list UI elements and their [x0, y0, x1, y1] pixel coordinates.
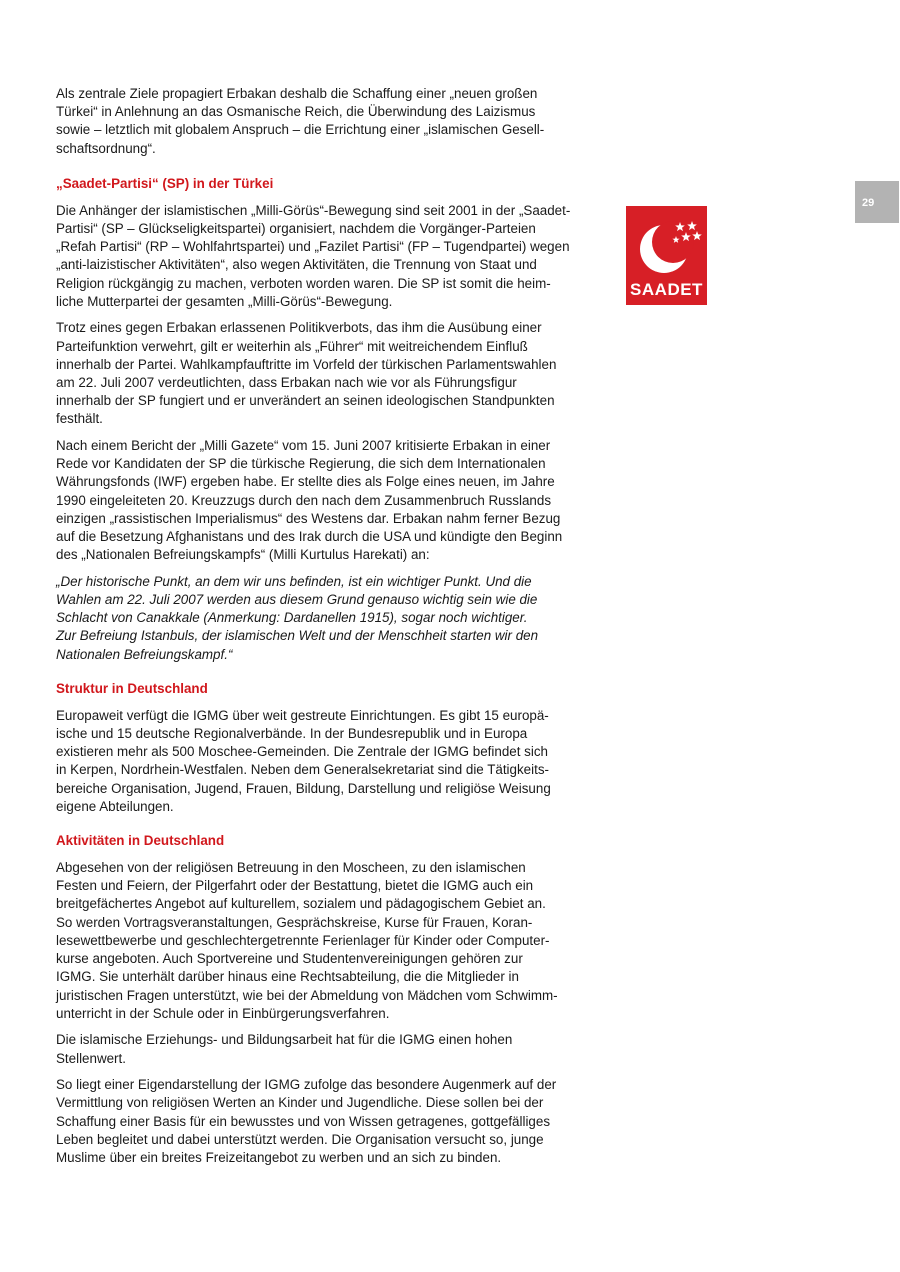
quote-line: Wahlen am 22. Juli 2007 werden aus diesem Grund genauso wichtig sein wie die [56, 592, 538, 608]
text-line: schaftsordnung“. [56, 140, 156, 156]
text-line: lesewettbewerbe und geschlechtergetrennte Ferienlager für Kinder oder Computer- [56, 932, 550, 948]
logo-text: SAADET [630, 280, 703, 299]
quote-line: Schlacht von Canakkale (Anmerkung: Dardanellen 1915), sogar noch wichtiger. [56, 610, 528, 626]
text-line: Trotz eines gegen Erbakan erlassenen Politikverbots, das ihm die Ausübung einer [56, 320, 542, 336]
text-line: Türkei“ in Anlehnung an das Osmanische Reich, die Überwindung des Laizismus [56, 104, 536, 120]
paragraph [56, 707, 604, 816]
text-line: IGMG. Sie unterhält darüber hinaus eine Rechtsabteilung, die die Mitglieder in [56, 969, 519, 985]
quote-line: „Der historische Punkt, an dem wir uns befinden, ist ein wichtiger Punkt. Und die [56, 573, 532, 589]
text-line: Schaffung einer Basis für ein bewusstes und von Wissen getragenes, gottgefälliges [56, 1113, 551, 1129]
text-line: Die Anhänger der islamistischen „Milli-Görüs“-Bewegung sind seit 2001 in der „Saadet- [56, 202, 571, 218]
text-line: Religion rückgängig zu machen, verboten worden waren. Die SP ist somit die heim- [56, 275, 551, 291]
text-line: Als zentrale Ziele propagiert Erbakan deshalb die Schaffung einer „neuen großen [56, 86, 538, 101]
text-line: Rede vor Kandidaten der SP die türkische Regierung, die sich dem Internationalen [56, 456, 546, 472]
text-line: festhält. [56, 411, 103, 427]
paragraph [56, 1031, 604, 1067]
text-line: in Kerpen, Nordrhein-Westfalen. Neben dem Generalsekretariat sind die Tätigkeits- [56, 762, 549, 778]
text-line: Partisi“ (SP – Glückseligkeitspartei) organisiert, nachdem die Vorgänger-Parteien [56, 221, 536, 237]
text-line: Nach einem Bericht der „Milli Gazete“ vom 15. Juni 2007 kritisierte Erbakan in einer [56, 438, 551, 454]
text-line: 1990 eingeleiteten 20. Kreuzzugs durch den nach dem Zusammenbruch Russlands [56, 492, 552, 508]
intro-paragraph [56, 85, 604, 158]
text-line: einzigen „rassistischen Imperialismus“ des Westens dar. Erbakan nahm ferner Bezug [56, 510, 561, 526]
text-line: Währungsfonds (IWF) ergeben habe. Er stellte dies als Folge eines neuen, im Jahre [56, 474, 555, 490]
text-line: breitgefächertes Angebot auf kulturellem, sozialem und pädagogischem Gebiet an. [56, 896, 546, 912]
text-line: Leben begleitet und dabei unterstützt werden. Die Organisation versucht so, junge [56, 1131, 544, 1147]
text-line: am 22. Juli 2007 verdeutlichten, dass Erbakan nach wie vor als Führungsfigur [56, 375, 517, 391]
quote-line: Nationalen Befreiungskampf.“ [56, 646, 233, 662]
text-line: liche Mutterpartei der gesamten „Milli-Görüs“-Bewegung. [56, 293, 393, 309]
text-line: eigene Abteilungen. [56, 798, 174, 814]
text-line: auf die Besetzung Afghanistans und des Irak durch die USA und kündigte den Beginn [56, 529, 563, 545]
text-line: Parteifunktion verwehrt, gilt er weiterhin als „Führer“ mit weitreichendem Einfluß [56, 338, 528, 354]
text-line: „Refah Partisi“ (RP – Wohlfahrtspartei) und „Fazilet Partisi“ (FP – Tugendpartei) wegen [56, 239, 570, 255]
text-line: juristischen Fragen unterstützt, wie bei der Abmeldung von Mädchen vom Schwimm- [56, 987, 558, 1003]
main-content [56, 85, 604, 1176]
text-line: innerhalb der Partei. Wahlkampfauftritte im Vorfeld der türkischen Parlamentswahlen [56, 356, 557, 372]
paragraph [56, 437, 604, 564]
text-line: bereiche Organisation, Jugend, Frauen, Bildung, Darstellung und religiöse Weisung [56, 780, 551, 796]
text-line: unterricht in der Schule oder in Einbürgerungsverfahren. [56, 1005, 390, 1021]
paragraph [56, 319, 604, 428]
page-number: 29 [862, 197, 875, 209]
text-line: des „Nationalen Befreiungskampfs“ (Milli Kurtulus Harekati) an: [56, 547, 430, 563]
quote-line: Zur Befreiung Istanbuls, der islamischen Welt und der Menschheit starten wir den [56, 628, 539, 644]
text-line: existieren mehr als 500 Moschee-Gemeinden. Die Zentrale der IGMG befindet sich [56, 744, 548, 760]
text-line: Muslime über ein breites Freizeitangebot zu werben und an sich zu binden. [56, 1149, 502, 1165]
text-line: So liegt einer Eigendarstellung der IGMG zufolge das besondere Augenmerk auf der [56, 1077, 557, 1093]
text-line: ische und 15 deutsche Regionalverbände. In der Bundesrepublik und in Europa [56, 726, 528, 742]
section-heading-saadet-partisi: „Saadet-Partisi“ (SP) in der Türkei [56, 175, 274, 191]
section-heading-struktur: Struktur in Deutschland [56, 680, 208, 696]
text-line: innerhalb der SP fungiert und er unverändert an seinen ideologischen Standpunkten [56, 393, 555, 409]
text-line: Die islamische Erziehungs- und Bildungsarbeit hat für die IGMG einen hohen [56, 1032, 513, 1048]
text-line: Vermittlung von religiösen Werten an Kinder und Jugendliche. Diese sollen bei der [56, 1095, 544, 1111]
saadet-logo [626, 206, 707, 305]
page-number-tab [855, 181, 899, 223]
text-line: So werden Vortragsveranstaltungen, Gesprächskreise, Kurse für Frauen, Koran- [56, 914, 533, 930]
text-line: Stellenwert. [56, 1050, 126, 1066]
paragraph [56, 859, 604, 1023]
quote-paragraph [56, 573, 604, 664]
section-heading-aktivitaeten: Aktivitäten in Deutschland [56, 833, 225, 849]
paragraph [56, 202, 604, 311]
text-line: Abgesehen von der religiösen Betreuung in den Moscheen, zu den islamischen [56, 860, 526, 876]
text-line: Festen und Feiern, der Pilgerfahrt oder der Bestattung, bietet die IGMG auch ein [56, 878, 534, 894]
paragraph [56, 1076, 604, 1167]
text-line: sowie – letztlich mit globalem Anspruch – die Errichtung einer „islamischen Gesell- [56, 122, 545, 138]
text-line: „anti-laizistischer Aktivitäten“, also wegen Aktivitäten, die Trennung von Staat und [56, 257, 537, 273]
text-line: Europaweit verfügt die IGMG über weit gestreute Einrichtungen. Es gibt 15 europä- [56, 707, 549, 723]
text-line: kurse angeboten. Auch Sportvereine und Studentenvereinigungen gehören zur [56, 951, 523, 967]
